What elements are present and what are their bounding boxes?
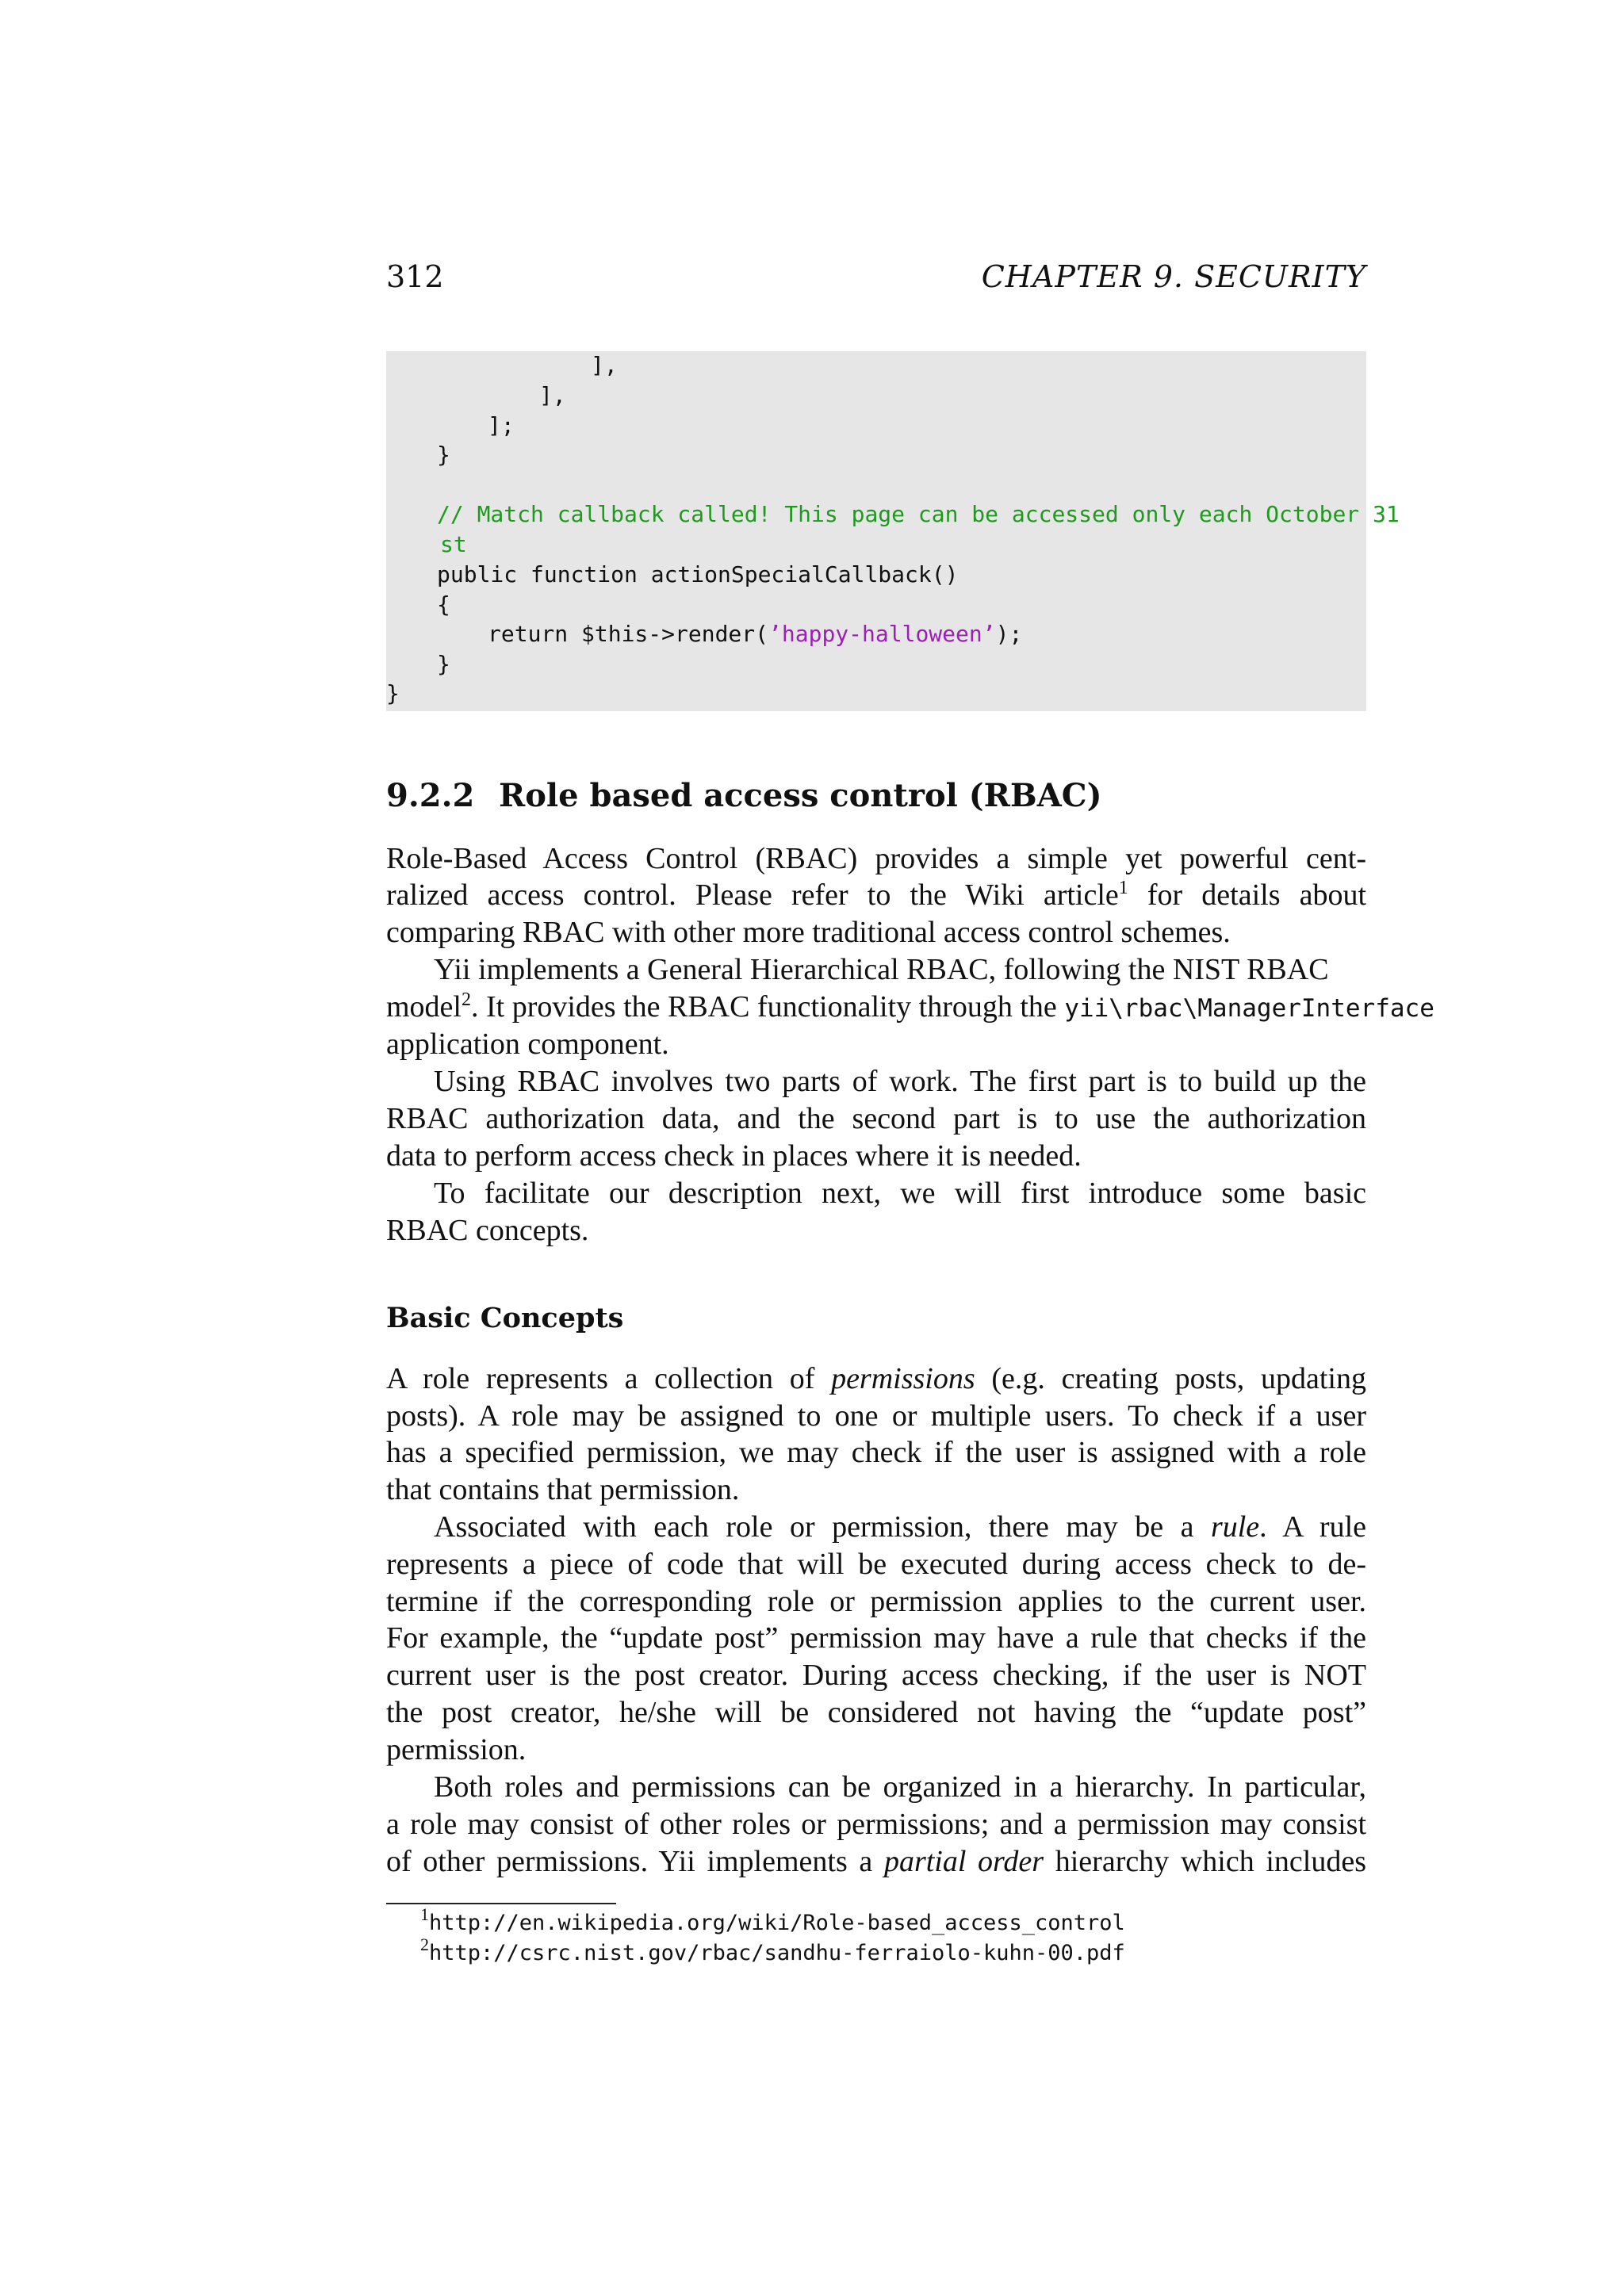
running-head: CHAPTER 9. SECURITY (981, 259, 1366, 294)
emphasis: rule (1210, 1510, 1260, 1544)
emphasis: permissions (831, 1362, 975, 1395)
text-line: the post creator, he/she will be considered not having the “update post” (386, 1696, 1366, 1729)
code-function-declaration: public function actionSpecialCallback() (437, 561, 959, 587)
footnote-link[interactable]: http://en.wikipedia.org/wiki/Role-based_access_control (429, 1911, 1125, 1935)
text-line: comparing RBAC with other more traditional access control schemes. (386, 916, 1231, 949)
text-line: current user is the post creator. During access checking, if the user is NOT (386, 1659, 1366, 1692)
code-return-statement (488, 620, 1022, 649)
text-span: hierarchy which includes (1044, 1845, 1367, 1878)
code-line: } (437, 651, 450, 677)
footnote-ref-2: 2 (461, 989, 471, 1010)
code-line: ]; (488, 412, 515, 438)
text-line: data to perform access check in places where it is needed. (386, 1139, 1082, 1173)
subsection-heading: Basic Concepts (386, 1302, 624, 1334)
text-line: represents a piece of code that will be executed during access check to de- (386, 1548, 1366, 1581)
text-line: RBAC authorization data, and the second part is to use the authorization (386, 1102, 1366, 1135)
section-number: 9.2.2 (386, 777, 475, 814)
code-return-suffix: ); (995, 621, 1023, 647)
text-span: of other permissions. Yii implements a (386, 1845, 884, 1878)
footnote-mark: 2 (420, 1934, 429, 1954)
text-line (434, 1509, 1366, 1545)
text-line (386, 989, 1434, 1027)
text-line: Role-Based Access Control (RBAC) provides a simple yet powerful cent- (386, 842, 1366, 875)
page-header (386, 259, 1366, 299)
footnote-link[interactable]: http://csrc.nist.gov/rbac/sandhu-ferraiolo-kuhn-00.pdf (429, 1941, 1125, 1965)
text-line: Both roles and permissions can be organized in a hierarchy. In particular, (434, 1770, 1366, 1804)
text-line: Yii implements a General Hierarchical RBAC, following the NIST RBAC (434, 953, 1329, 986)
text-span: Associated with each role or permission, there may be a (434, 1510, 1211, 1544)
text-line: For example, the “update post” permission may have a rule that checks if the (386, 1621, 1366, 1655)
text-span: . A rule (1259, 1510, 1366, 1544)
code-line: ], (539, 382, 566, 408)
text-line: that contains that permission. (386, 1473, 740, 1506)
text-line: posts). A role may be assigned to one or multiple users. To check if a user (386, 1399, 1366, 1433)
inline-code: yii\rbac\ManagerInterface (1064, 994, 1434, 1023)
text-line: RBAC concepts. (386, 1214, 589, 1247)
text-line: application component. (386, 1027, 669, 1061)
code-string-literal: ’happy-halloween’ (768, 621, 996, 647)
text-line: permission. (386, 1733, 527, 1766)
text-span: model (386, 990, 462, 1024)
footnote-ref-1: 1 (1118, 878, 1128, 898)
text-span: for details about (1128, 878, 1366, 912)
code-comment-continuation: st (440, 531, 467, 557)
code-comment: // Match callback called! This page can be accessed only each October 31 (437, 501, 1400, 527)
text-span: (e.g. creating posts, updating (975, 1362, 1366, 1395)
code-line: ], (591, 352, 618, 378)
code-line: { (437, 591, 450, 618)
text-span: ralized access control. Please refer to the Wiki article (386, 878, 1119, 912)
code-line: } (386, 680, 400, 706)
text-line: Using RBAC involves two parts of work. The first part is to build up the (434, 1065, 1366, 1098)
footnote-2[interactable] (420, 1934, 1125, 1965)
text-span: . It provides the RBAC functionality through the (470, 990, 1065, 1024)
section-title: Role based access control (RBAC) (499, 777, 1102, 814)
footnote-1[interactable] (420, 1904, 1125, 1935)
footnote-mark: 1 (420, 1904, 429, 1924)
code-listing (386, 351, 1400, 711)
text-line: To facilitate our description next, we will first introduce some basic (434, 1177, 1366, 1210)
text-span: A role represents a collection of (386, 1362, 832, 1395)
text-line: a role may consist of other roles or permissions; and a permission may consist (386, 1808, 1366, 1841)
code-line: } (437, 442, 450, 468)
section-heading (386, 777, 1102, 814)
text-line: termine if the corresponding role or permission applies to the current user. (386, 1585, 1366, 1618)
page-number: 312 (386, 259, 444, 294)
text-line: has a specified permission, we may check if the user is assigned with a role (386, 1436, 1366, 1469)
text-line (386, 877, 1366, 913)
text-line (386, 1360, 1366, 1397)
emphasis: partial order (883, 1845, 1044, 1878)
text-line (386, 1843, 1366, 1880)
code-return-prefix: return $this->render( (488, 621, 769, 647)
